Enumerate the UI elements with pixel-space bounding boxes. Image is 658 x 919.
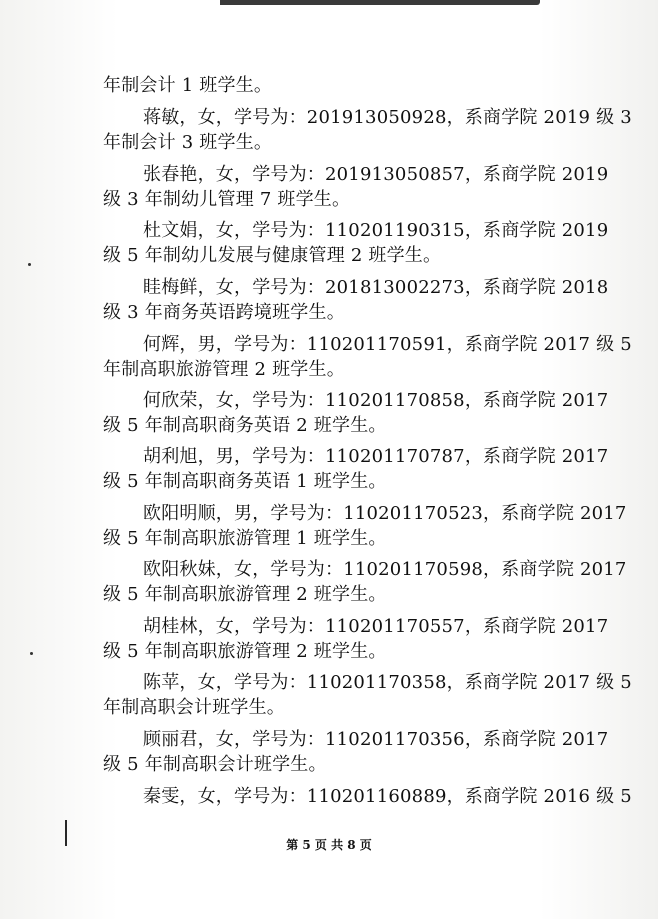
text-line-18: 欧阳秋妹，女，学号为：110201170598，系商学院 2017 — [143, 559, 627, 580]
text-line-11: 年制高职旅游管理 2 班学生。 — [103, 359, 345, 380]
text-line-6: 杜文娟，女，学号为：110201190315，系商学院 2019 — [143, 220, 609, 241]
text-line-16: 欧阳明顺，男，学号为：110201170523，系商学院 2017 — [143, 503, 627, 524]
text-line-4: 张春艳，女，学号为：201913050857，系商学院 2019 — [143, 164, 609, 185]
text-line-1: 年制会计 1 班学生。 — [103, 75, 273, 96]
text-line-17: 级 5 年制高职旅游管理 1 班学生。 — [103, 528, 387, 549]
text-line-5: 级 3 年制幼儿管理 7 班学生。 — [103, 189, 351, 210]
text-line-25: 级 5 年制高职会计班学生。 — [103, 754, 327, 775]
text-line-19: 级 5 年制高职旅游管理 2 班学生。 — [103, 584, 387, 605]
text-line-23: 年制高职会计班学生。 — [103, 697, 285, 718]
text-line-9: 级 3 年商务英语跨境班学生。 — [103, 302, 345, 323]
text-line-22: 陈苹，女，学号为：110201170358，系商学院 2017 级 5 — [143, 672, 632, 693]
text-line-24: 顾丽君，女，学号为：110201170356，系商学院 2017 — [143, 729, 609, 750]
text-line-8: 眭梅鲜，女，学号为：201813002273，系商学院 2018 — [143, 277, 609, 298]
text-line-3: 年制会计 3 班学生。 — [103, 132, 273, 153]
text-line-21: 级 5 年制高职旅游管理 2 班学生。 — [103, 641, 387, 662]
text-line-7: 级 5 年制幼儿发展与健康管理 2 班学生。 — [103, 245, 442, 266]
page-number-footer: 第 5 页 共 8 页 — [286, 838, 372, 852]
text-line-14: 胡利旭，男，学号为：110201170787，系商学院 2017 — [143, 446, 609, 467]
text-line-15: 级 5 年制高职商务英语 1 班学生。 — [103, 471, 387, 492]
text-line-20: 胡桂林，女，学号为：110201170557，系商学院 2017 — [143, 616, 609, 637]
text-line-2: 蒋敏，女，学号为：201913050928，系商学院 2019 级 3 — [143, 107, 632, 128]
text-line-26: 秦雯，女，学号为：110201160889，系商学院 2016 级 5 — [143, 786, 632, 807]
text-line-13: 级 5 年制高职商务英语 2 班学生。 — [103, 415, 387, 436]
text-line-10: 何辉，男，学号为：110201170591，系商学院 2017 级 5 — [143, 334, 632, 355]
text-line-12: 何欣荣，女，学号为：110201170858，系商学院 2017 — [143, 390, 609, 411]
